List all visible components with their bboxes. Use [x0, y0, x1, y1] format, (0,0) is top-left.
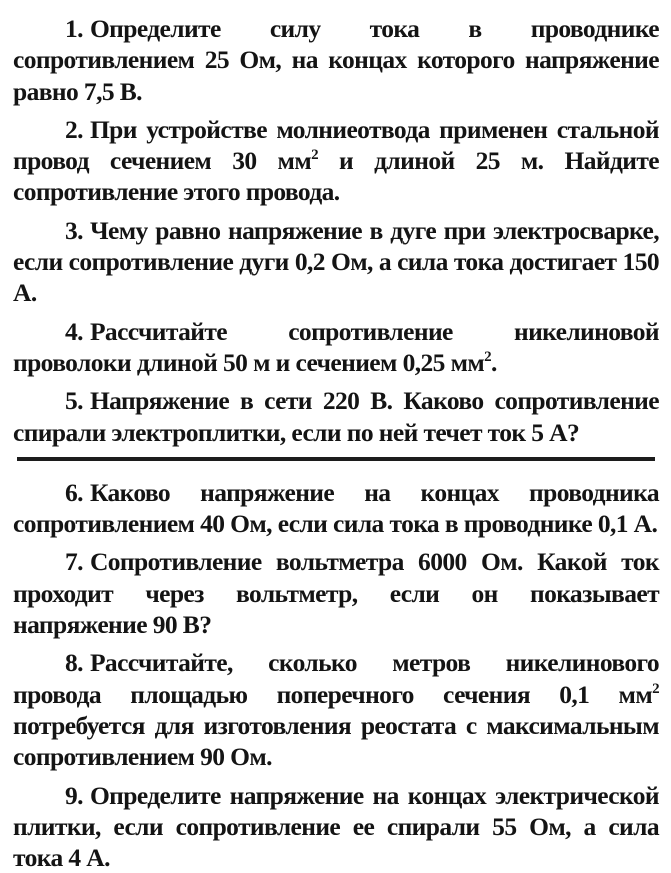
problem-3 — [13, 215, 659, 309]
problem-9 — [13, 780, 659, 873]
problem-number: 9. — [65, 780, 83, 810]
superscript: 2 — [311, 147, 318, 164]
section-divider — [17, 457, 655, 461]
problem-6 — [13, 477, 659, 540]
problem-number: 5. — [65, 386, 83, 416]
problem-text-continued: потребуется для изготовления реостата с максимальным сопротивлением 90 Ом. — [13, 710, 659, 772]
problem-text: Чему равно напряжение в дуге при электросварке, если сопротивление дуги 0,2 Ом, а сила тока достигает 150 А. — [13, 215, 659, 308]
problem-text: Определите напряжение на концах электрической плитки, если сопротивление ее спирали 55 Ом, а сила тока 4 А. — [13, 780, 659, 873]
problem-text: Определите силу тока в проводнике сопротивлением 25 Ом, на концах которого напряжение равно 7,5 В. — [13, 14, 659, 106]
problem-number: 8. — [65, 648, 83, 678]
problem-number: 1. — [65, 14, 83, 43]
problem-4 — [13, 316, 659, 379]
superscript: 2 — [484, 348, 492, 365]
problem-text: При устройстве молниеотвода применен стальной провод сечением 30 мм — [13, 114, 659, 176]
problem-text-continued: и длиной 25 м. Найдите сопротивление этого провода. — [13, 146, 659, 207]
superscript: 2 — [652, 680, 659, 697]
problem-text: Рассчитайте, сколько метров никелинового провода площадью поперечного сечения 0,1 мм — [13, 648, 659, 709]
problem-7 — [13, 546, 659, 640]
problem-text-continued: . — [491, 347, 497, 377]
problem-number: 3. — [65, 215, 83, 245]
problem-number: 6. — [65, 477, 83, 507]
problem-text: Напряжение в сети 220 В. Каково сопротивление спирали электроплитки, если по ней течет ток 5 А? — [13, 386, 659, 447]
problem-2 — [13, 114, 659, 208]
problem-text: Сопротивление вольтметра 6000 Ом. Какой ток проходит через вольтметр, если он показывает напряжение 90 В? — [13, 547, 659, 640]
problem-8 — [13, 647, 659, 772]
problem-5 — [13, 385, 659, 448]
problem-number: 4. — [65, 316, 83, 346]
problem-text: Рассчитайте сопротивление никелиновой проволоки длиной 50 м и сечением 0,25 мм — [13, 316, 659, 377]
problem-number: 7. — [65, 547, 83, 577]
problem-text: Каково напряжение на концах проводника сопротивлением 40 Ом, если сила тока в проводнике 0,1 А. — [13, 477, 659, 539]
problem-1 — [13, 13, 659, 107]
problem-number: 2. — [65, 114, 83, 144]
